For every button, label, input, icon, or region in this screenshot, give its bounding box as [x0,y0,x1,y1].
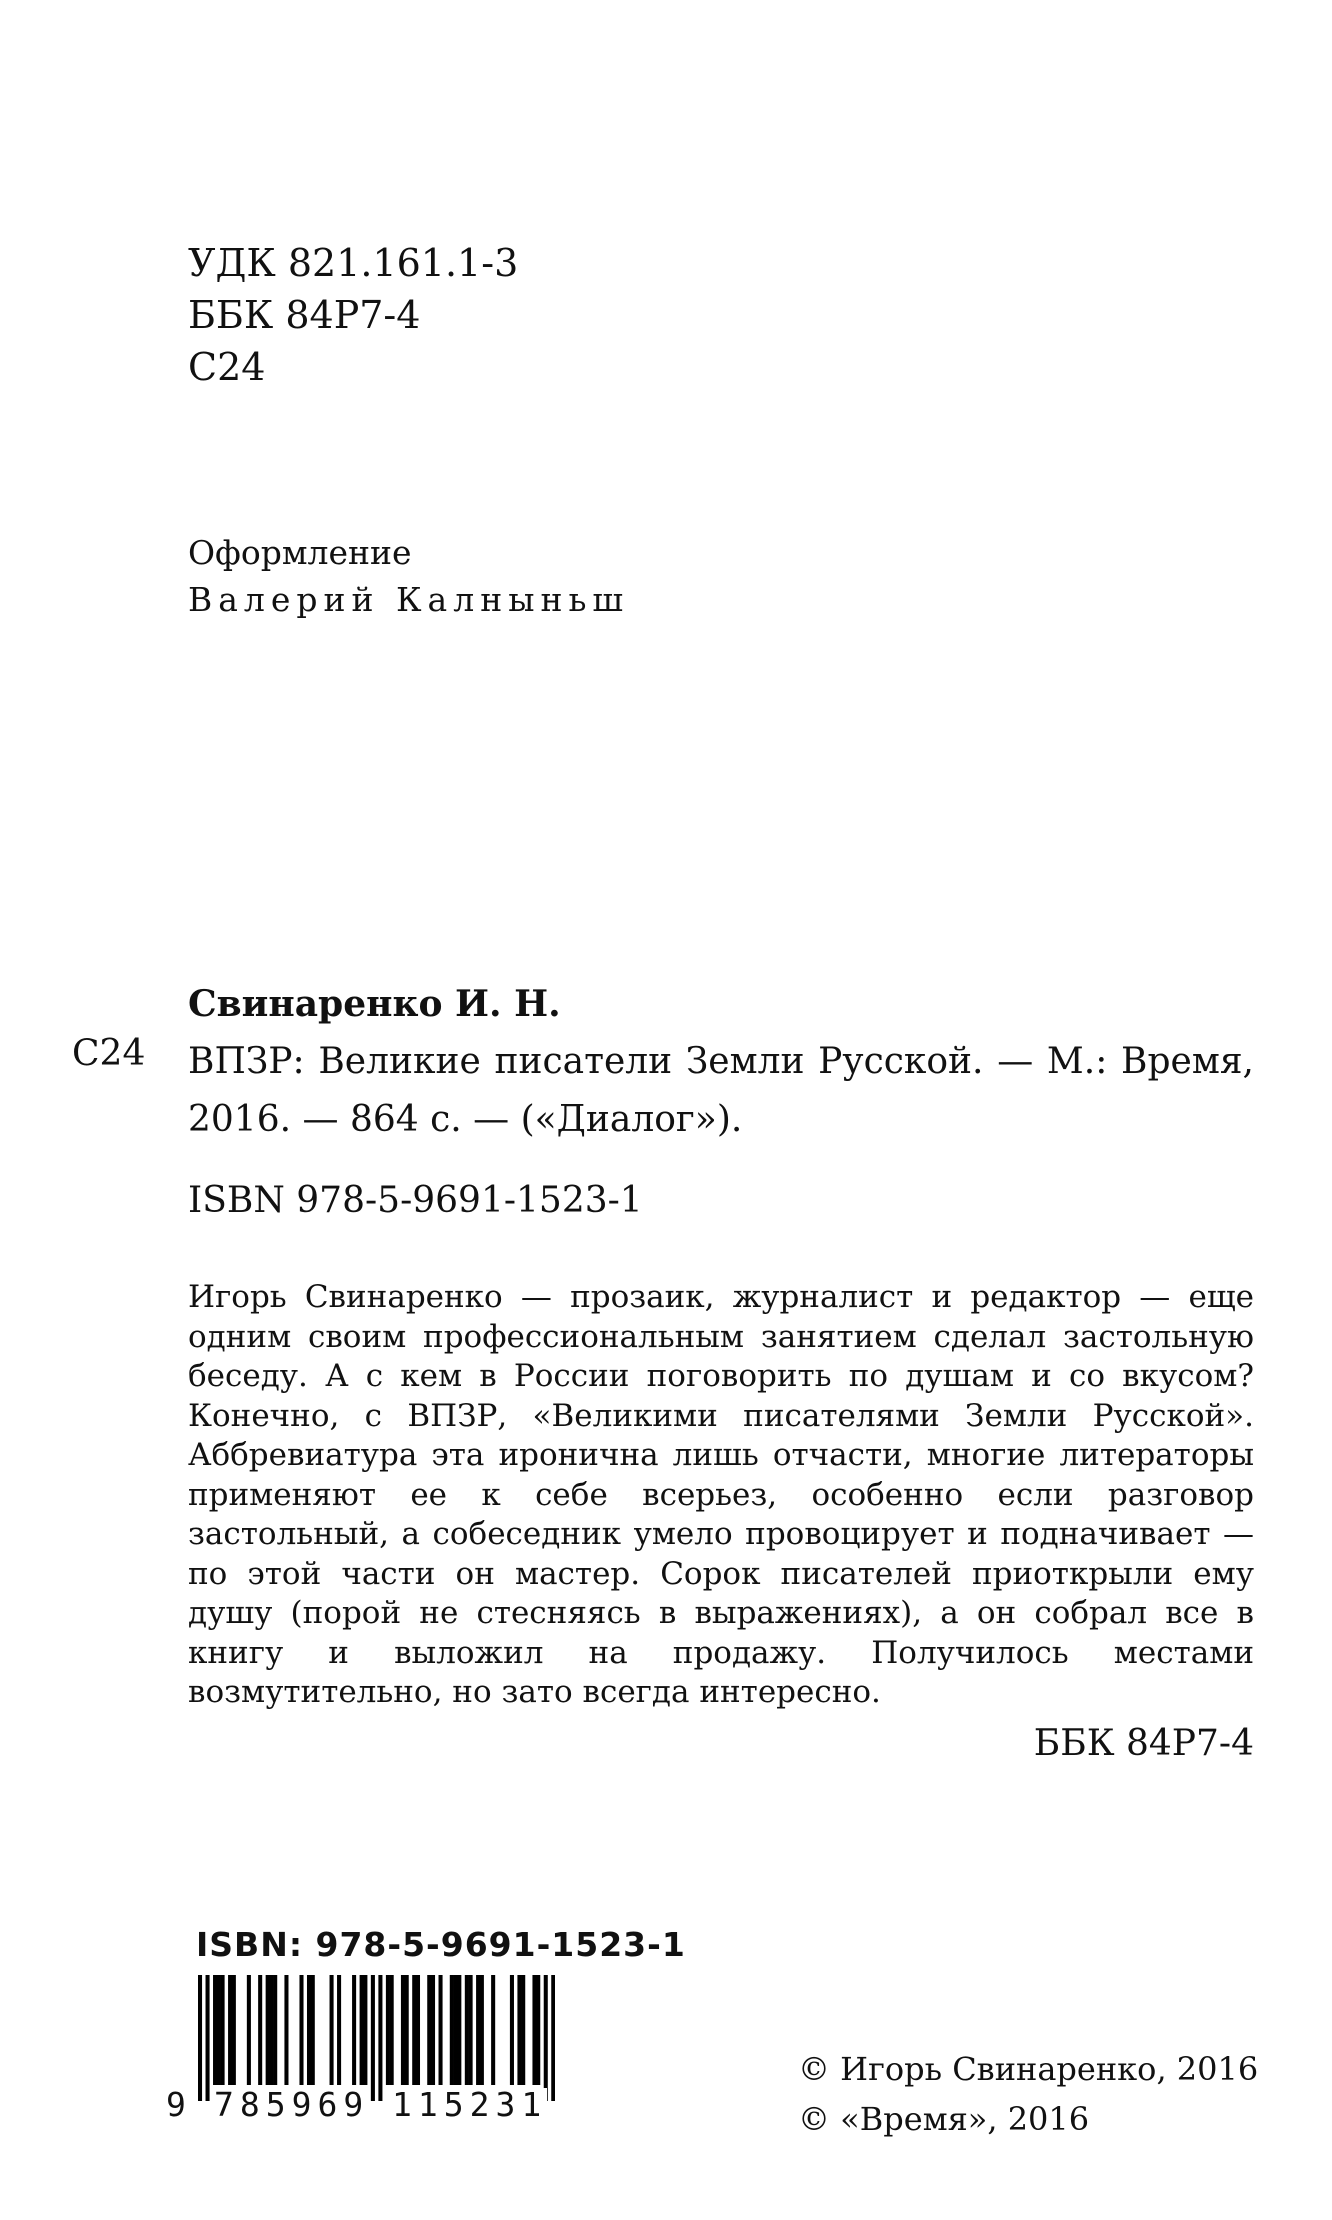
barcode-bar [517,1975,521,2085]
barcode-bar [299,1975,303,2085]
barcode-bar [221,1975,225,2085]
copyright-publisher: © «Время», 2016 [798,2100,1090,2138]
barcode-bar [427,1975,431,2085]
barcode-bar [311,1975,315,2085]
isbn-line: ISBN 978-5-9691-1523-1 [188,1180,643,1221]
barcode-bar [217,1975,221,2085]
barcode-left-digits: 785969 [214,2085,370,2124]
bbk-code-right: ББК 84Р7-4 [1033,1723,1254,1764]
barcode-bar [390,1975,394,2085]
barcode-bar [412,1975,416,2085]
barcode-bar [476,1975,480,2085]
barcode-bar [269,1975,273,2085]
barcode-bar [352,1975,356,2085]
barcode-bar [401,1975,405,2085]
bbk-code: ББК 84Р7-4 [188,293,421,337]
barcode-bar [198,1975,202,2101]
barcode-bar [416,1975,420,2085]
barcode-bar [439,1975,443,2085]
barcode-right-digits: 115231 [392,2085,548,2124]
barcode-bar [371,1975,375,2101]
author-sign: С24 [188,345,266,389]
barcode-bar [551,1975,555,2101]
barcode-bar [330,1975,334,2085]
barcode-bar [266,1975,270,2085]
barcode-bar [536,1975,540,2085]
barcode-bar [378,1975,382,2101]
barcode-bar [454,1975,458,2085]
author-heading: Свинаренко И. Н. [188,983,561,1025]
barcode-bar [480,1975,484,2085]
bibliographic-description: ВПЗР: Великие писатели Земли Русской. — М.: Время, 2016. — 864 с. — («Диалог»). [188,1041,1254,1140]
barcode-bar [213,1975,217,2085]
barcode-bar [544,1975,548,2101]
barcode-bar [510,1975,514,2085]
barcode-bar [360,1975,364,2085]
barcode-bar [363,1975,367,2085]
barcode-bar [273,1975,277,2085]
barcode-bar [532,1975,536,2085]
barcode-bar [431,1975,435,2085]
isbn-barcode [198,1975,555,2101]
barcode-bar [258,1975,262,2085]
designer-name: Валерий Калныньш [188,580,630,619]
barcode-bar [405,1975,409,2085]
author-sign-margin: С24 [72,1033,146,1074]
copyright-author: © Игорь Свинаренко, 2016 [798,2050,1259,2088]
barcode-bar [457,1975,461,2085]
barcode-bar [206,1975,210,2101]
barcode-bar [228,1975,232,2085]
udk-code: УДК 821.161.1-3 [188,241,519,285]
barcode-bar [247,1975,251,2085]
barcode-first-digit: 9 [166,2085,186,2124]
design-label: Оформление [188,533,412,572]
barcode-bar [450,1975,454,2085]
barcode-bar [469,1975,473,2085]
barcode-bar [465,1975,469,2085]
barcode-bar [521,1975,525,2085]
barcode-bar [491,1975,495,2085]
barcode-bar [337,1975,341,2085]
barcode-isbn-label: ISBN: 978-5-9691-1523-1 [196,1925,686,1964]
barcode-bar [284,1975,288,2085]
barcode-bar [386,1975,390,2085]
annotation-text: Игорь Свинаренко — прозаик, журналист и редактор — еще одним своим профессиональным занятием сделал застольную беседу. А с кем в России поговорить по душам и со вкусом? Конечно, с ВПЗР, «Великими писателями Земли Русской». Аббревиатура эта иронична лишь отчасти, многие литераторы применяют ее к себе всерьез, особенно если разговор застольный, а собеседник умело провоцирует и подначивает — по этой части он мастер. Сорок писателей приоткрыли ему душу (порой не стесняясь в выражениях), а он собрал все в книгу и выложил на продажу. Получилось местами возмутительно, но зато всегда интересно. [188,1279,1254,1710]
barcode-bar [307,1975,311,2085]
barcode-bar [232,1975,236,2085]
